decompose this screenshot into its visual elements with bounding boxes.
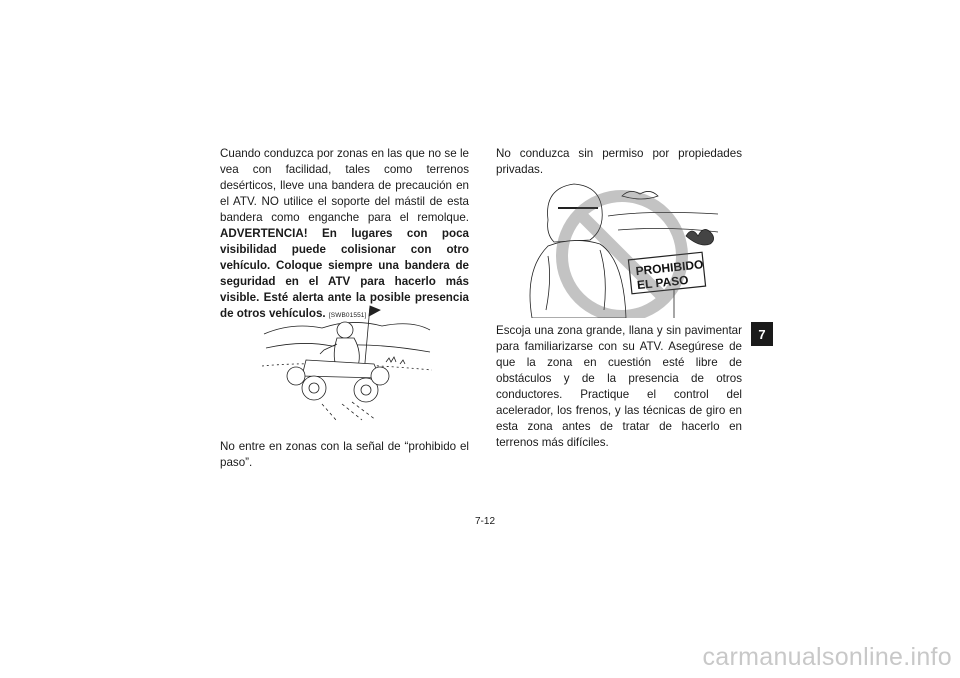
right-column [496,146,742,178]
private-property-paragraph: No conduzca sin permiso por propiedades privadas. [496,147,742,176]
warning-code: [SWB01551] [328,312,367,319]
atv-body [302,360,380,378]
bushes [686,229,714,245]
sign-text-line1: PROHIBIDO [634,257,705,279]
chapter-tab: 7 [751,322,773,346]
warning-text: ADVERTENCIA! En lugares con poca visibilidad puede colisionar con otro vehículo. Coloque siempre una bandera de seguridad en el ATV para hacerlo más visible. Esté alerta ante la posible presencia de otros vehículos. [220,227,469,320]
atv-wheel [287,367,305,385]
grass [386,357,405,364]
atv-flag-illustration [262,304,432,422]
rider-helmet [337,322,353,338]
flag-warning-paragraph [220,146,469,324]
no-trespassing-illustration [518,180,718,318]
no-entry-paragraph: No entre en zonas con la señal de “prohibido el paso”. [220,440,469,469]
watermark: carmanualsonline.info [702,643,952,671]
atv-wheel [302,376,326,400]
flag [369,306,380,316]
practice-area-paragraph: Escoja una zona grande, llana y sin pavimentar para familiarizarse con su ATV. Asegúrese de que la zona en cuestión esté libre de obstáculos y de la presencia de otros conductores. Practique el control del acelerador, los frenos, y las técnicas de giro en esta zona antes de tratar de hacerlo en terrenos más difíciles. [496,324,742,449]
sign-text-line2: EL PASO [636,272,690,293]
left-column [220,146,469,324]
atv-wheel [371,367,389,385]
flag-instruction-text: Cuando conduzca por zonas en las que no se le vea con facilidad, tales como terrenos desérticos, lleve una bandera de precaución en el ATV. NO utilice el soporte del mástil de esta bandera como enganche para el remolque. [220,147,469,224]
tire-tracks [322,402,376,420]
page-number: 7-12 [474,516,495,527]
